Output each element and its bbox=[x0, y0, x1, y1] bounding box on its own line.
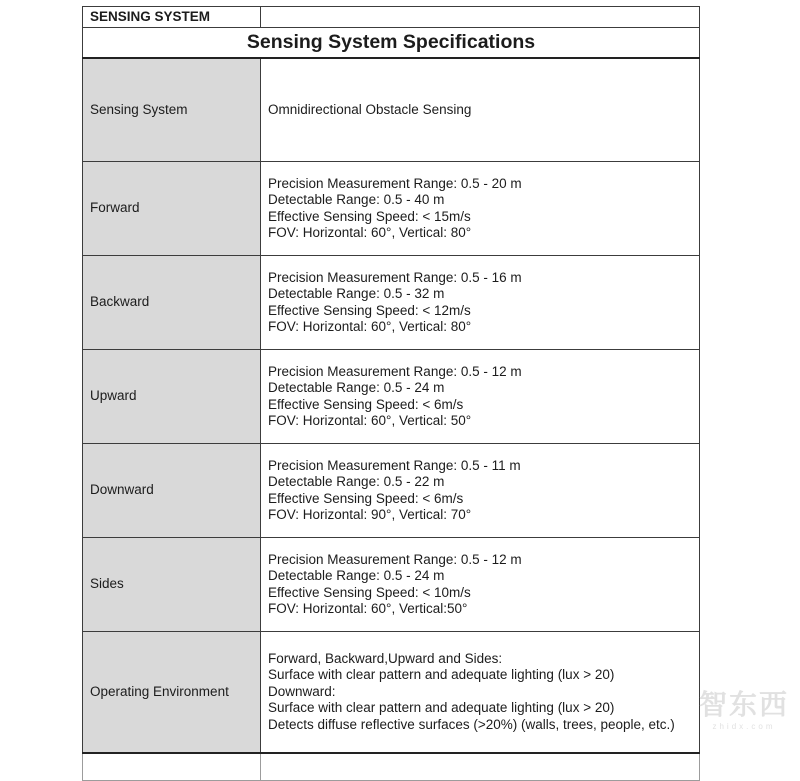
spec-line: FOV: Horizontal: 60°, Vertical: 80° bbox=[268, 225, 472, 240]
row-value bbox=[261, 444, 700, 538]
spec-line: Downward: bbox=[268, 683, 336, 699]
watermark-brand-text: 智东西 bbox=[698, 689, 789, 720]
table-row-sides bbox=[83, 538, 700, 632]
header-empty-cell bbox=[261, 7, 700, 28]
spec-line: Detects diffuse reflective surfaces (>20%) (walls, trees, people, etc.) bbox=[268, 716, 675, 732]
watermark-zhidongxi bbox=[692, 690, 796, 732]
row-value bbox=[261, 632, 700, 754]
spec-line: Precision Measurement Range: 0.5 - 12 m bbox=[268, 363, 522, 379]
table-row-downward bbox=[83, 444, 700, 538]
table-title-row bbox=[83, 28, 700, 59]
watermark-domain-text: zhidx.com bbox=[712, 722, 776, 731]
table-row-operating-environment bbox=[83, 632, 700, 754]
spec-line: Detectable Range: 0.5 - 24 m bbox=[268, 380, 445, 395]
row-value bbox=[261, 256, 700, 350]
spec-line: FOV: Horizontal: 90°, Vertical: 70° bbox=[268, 507, 472, 522]
table-title: Sensing System Specifications bbox=[83, 28, 700, 59]
row-label: Sides bbox=[83, 538, 261, 632]
spec-line: Effective Sensing Speed: < 10m/s bbox=[268, 584, 471, 600]
row-value bbox=[261, 162, 700, 256]
row-value bbox=[261, 538, 700, 632]
spec-line: Detectable Range: 0.5 - 32 m bbox=[268, 286, 445, 301]
spec-line: Effective Sensing Speed: < 12m/s bbox=[268, 302, 471, 318]
row-label: Operating Environment bbox=[83, 632, 261, 754]
spec-line: Precision Measurement Range: 0.5 - 20 m bbox=[268, 175, 522, 191]
header-label-cell: SENSING SYSTEM bbox=[83, 7, 261, 28]
row-label: Backward bbox=[83, 256, 261, 350]
row-label: Sensing System bbox=[83, 58, 261, 162]
spec-line: Precision Measurement Range: 0.5 - 12 m bbox=[268, 551, 522, 567]
spec-line: Detectable Range: 0.5 - 24 m bbox=[268, 568, 445, 583]
spec-line: Effective Sensing Speed: < 6m/s bbox=[268, 490, 464, 506]
spec-line: Precision Measurement Range: 0.5 - 16 m bbox=[268, 269, 522, 285]
empty-label-cell bbox=[83, 753, 261, 781]
empty-value-cell bbox=[261, 753, 700, 781]
table-row-upward bbox=[83, 350, 700, 444]
spec-line: Detectable Range: 0.5 - 22 m bbox=[268, 474, 445, 489]
table-empty-row bbox=[83, 753, 700, 781]
spec-line: Effective Sensing Speed: < 6m/s bbox=[268, 396, 464, 412]
row-label: Forward bbox=[83, 162, 261, 256]
spec-sheet bbox=[82, 6, 700, 781]
row-value bbox=[261, 350, 700, 444]
table-header-row bbox=[83, 7, 700, 28]
spec-line: Surface with clear pattern and adequate lighting (lux > 20) bbox=[268, 667, 615, 683]
spec-line: Omnidirectional Obstacle Sensing bbox=[268, 101, 472, 117]
row-label: Upward bbox=[83, 350, 261, 444]
spec-line: Forward, Backward,Upward and Sides: bbox=[268, 650, 503, 666]
spec-line: Effective Sensing Speed: < 15m/s bbox=[268, 208, 471, 224]
table-row-forward bbox=[83, 162, 700, 256]
spec-line: Detectable Range: 0.5 - 40 m bbox=[268, 192, 445, 207]
spec-line: FOV: Horizontal: 60°, Vertical: 80° bbox=[268, 319, 472, 334]
row-value bbox=[261, 58, 700, 162]
spec-line: Surface with clear pattern and adequate lighting (lux > 20) bbox=[268, 700, 615, 716]
table-row-backward bbox=[83, 256, 700, 350]
spec-line: Precision Measurement Range: 0.5 - 11 m bbox=[268, 457, 521, 473]
spec-line: FOV: Horizontal: 60°, Vertical: 50° bbox=[268, 413, 472, 428]
table-row-sensing-system bbox=[83, 58, 700, 162]
row-label: Downward bbox=[83, 444, 261, 538]
sensing-system-table bbox=[82, 6, 700, 781]
spec-line: FOV: Horizontal: 60°, Vertical:50° bbox=[268, 601, 468, 616]
